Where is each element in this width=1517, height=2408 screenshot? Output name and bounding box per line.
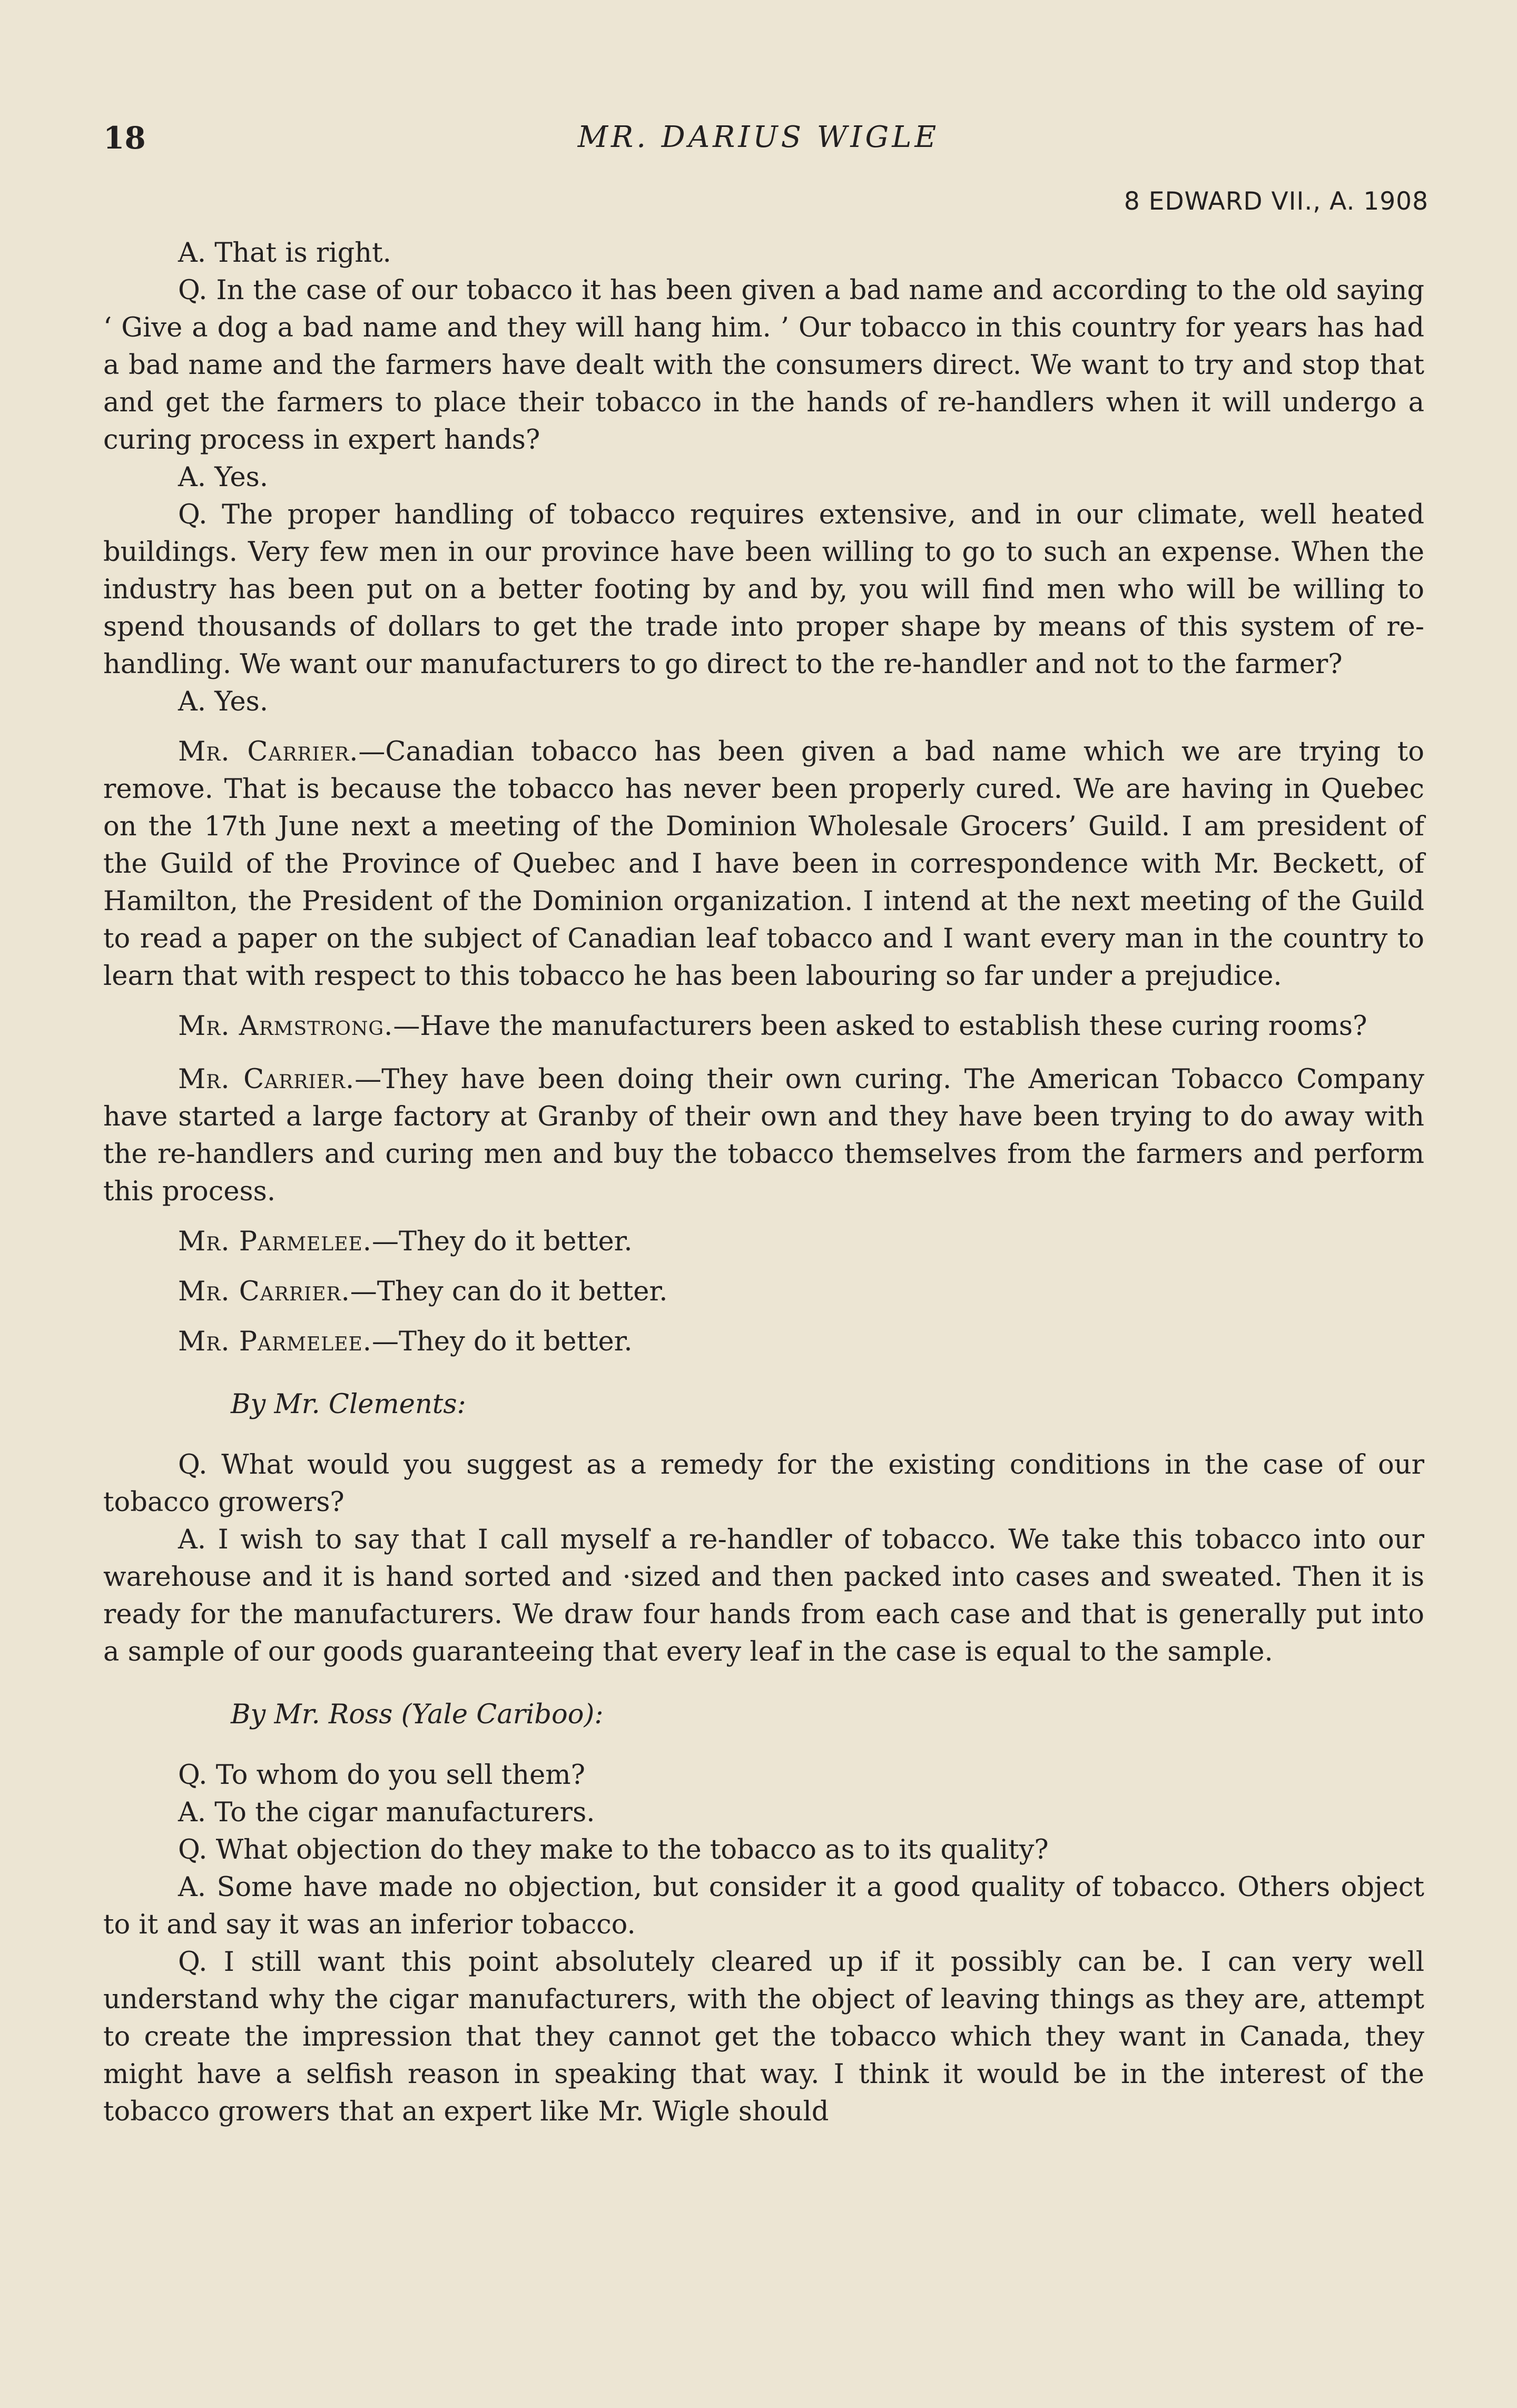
speaker-name: Mr. Parmelee. (178, 1326, 372, 1357)
speech-text: —They can do it better. (350, 1276, 668, 1307)
question-paragraph: Q. I still want this point absolutely cleared up if it possibly can be. I can very well understand why the cigar manufacturers, with the object of leaving things as they are, attempt to create the impression that they cannot get the tobacco which they want in Canada, they might have a selfish reason in speaking that way. I think it would be in the interest of the tobacco growers that an expert like Mr. Wigle should (103, 1947, 1424, 2127)
speech-text: —They do it better. (371, 1326, 633, 1357)
page-header (103, 120, 1414, 167)
speaker-name: Mr. Parmelee. (178, 1226, 372, 1257)
question-paragraph: Q. In the case of our tobacco it has been given a bad name and according to the old saying ‘ Give a dog a bad name and they will hang him. ’ Our tobacco in this country for years has had a bad name and the farmers have dealt with the consumers direct. We want to try and stop that and get the farmers to place their tobacco in the hands of re-handlers when it will undergo a curing process in expert hands? (103, 275, 1424, 456)
speech-paragraph (103, 1008, 1424, 1045)
speech-text: —They do it better. (371, 1226, 633, 1257)
speech-paragraph (103, 1273, 1424, 1310)
session-line: 8 EDWARD VII., A. 1908 (1124, 187, 1429, 216)
answer-paragraph: A. I wish to say that I call myself a re-handler of tobacco. We take this tobacco into our warehouse and it is hand sorted and ·sized and then packed into cases and sweated. Then it is ready for the manufacturers. We draw four hands from each case and that is generally put into a sample of our goods guaranteeing that every leaf in the case is equal to the sample. (103, 1524, 1424, 1667)
speaker-name: Mr. Carrier. (178, 1064, 355, 1095)
speaker-name: Mr. Armstrong. (178, 1011, 393, 1042)
speech-paragraph (103, 1223, 1424, 1260)
examiner-heading: By Mr. Ross (Yale Cariboo): (231, 1699, 604, 1730)
question-paragraph: Q. To whom do you sell them? (178, 1760, 585, 1791)
speech-paragraph (103, 1323, 1424, 1360)
speaker-name: Mr. Carrier. (178, 1276, 350, 1307)
speaker-name: Mr. Carrier. (178, 736, 359, 767)
page-body (103, 234, 1424, 2130)
question-paragraph: Q. What objection do they make to the tobacco as to its quality? (178, 1834, 1049, 1866)
question-paragraph: Q. The proper handling of tobacco requires extensive, and in our climate, well heated buildings. Very few men in our province have been willing to go to such an expense. When the industry has been put on a better footing by and by, you will find men who will be willing to spend thousands of dollars to get the trade into proper shape by means of this system of re-handling. We want our manufacturers to go direct to the re-handler and not to the farmer? (103, 499, 1424, 680)
answer-paragraph: A. Yes. (178, 686, 269, 717)
page-number: 18 (103, 120, 146, 156)
speech-text: —Canadian tobacco has been given a bad name which we are trying to remove. That is because the tobacco has never been properly cured. We are having in Quebec on the 17th June next a meeting of the Dominion Wholesale Grocers’ Guild. I am president of the Guild of the Province of Quebec and I have been in correspondence with Mr. Beckett, of Hamilton, the President of the Dominion organization. I intend at the next meeting of the Guild to read a paper on the subject of Canadian leaf tobacco and I want every man in the country to learn that with respect to this tobacco he has been labouring so far under a prejudice. (103, 736, 1425, 992)
speech-paragraph (103, 733, 1424, 995)
speech-text: —Have the manufacturers been asked to establish these curing rooms? (393, 1011, 1367, 1042)
question-paragraph: Q. What would you suggest as a remedy for the existing conditions in the case of our tobacco growers? (103, 1449, 1424, 1518)
running-title: MR. DARIUS WIGLE (577, 120, 940, 154)
answer-paragraph: A. To the cigar manufacturers. (178, 1797, 595, 1828)
answer-paragraph: A. That is right. (178, 238, 391, 269)
examiner-heading: By Mr. Clements: (231, 1389, 466, 1420)
answer-paragraph: A. Some have made no objection, but consider it a good quality of tobacco. Others object to it and say it was an inferior tobacco. (103, 1872, 1424, 1940)
speech-paragraph (103, 1061, 1424, 1210)
speech-text: —They have been doing their own curing. The American Tobacco Company have started a large factory at Granby of their own and they have been trying to do away with the re-handlers and curing men and buy the tobacco themselves from the farmers and perform this process. (103, 1064, 1424, 1207)
answer-paragraph: A. Yes. (178, 462, 269, 493)
